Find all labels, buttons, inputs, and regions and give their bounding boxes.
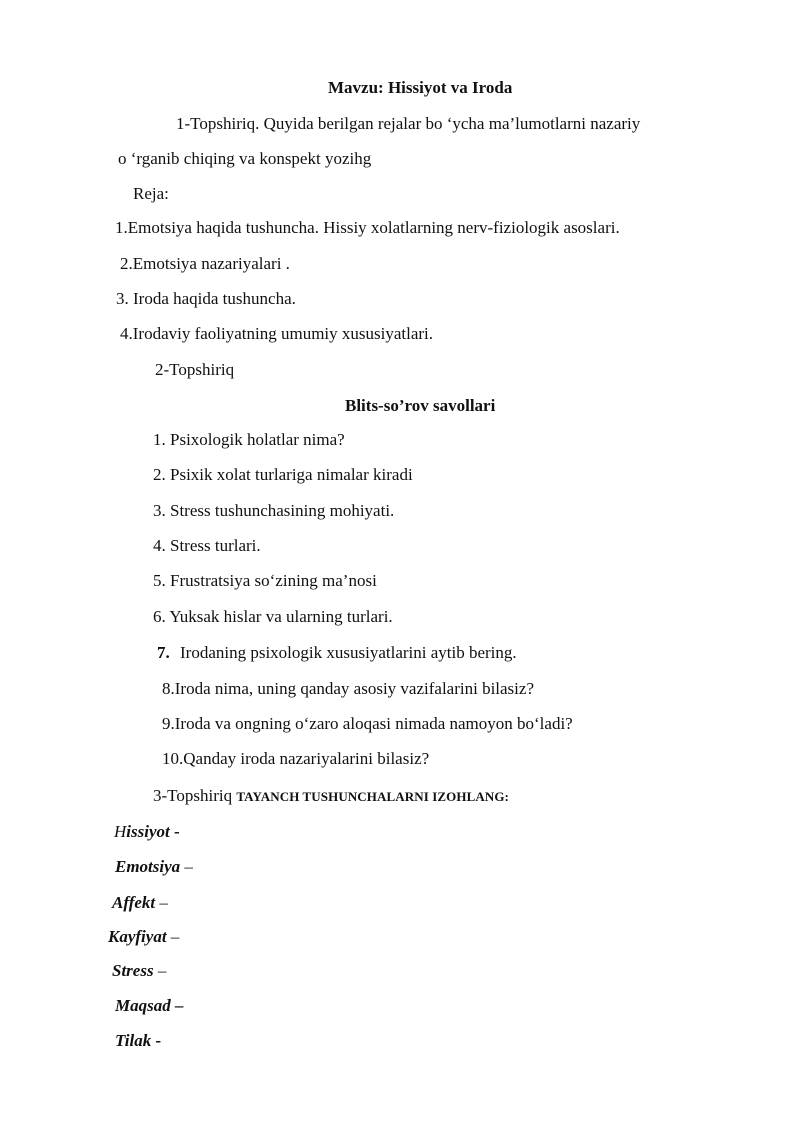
document-title: Mavzu: Hissiyot va Iroda <box>328 78 513 97</box>
task2-label: 2-Topshiriq <box>155 360 235 379</box>
term-name: issiyot <box>126 822 170 841</box>
term-item <box>112 961 166 981</box>
term-dash: – <box>180 857 193 876</box>
task3-label: 3-Topshiriq <box>153 786 233 805</box>
term-item <box>112 893 168 913</box>
task1-line2: o ‘rganib chiqing va konspekt yozihg <box>118 149 372 168</box>
question-item: 1. Psixologik holatlar nima? <box>153 430 345 449</box>
task1-line1: 1-Topshiriq. Quyida berilgan rejalar bo ‘ycha ma’lumotlarni nazariy <box>176 114 641 133</box>
question-number: 7. <box>157 643 170 662</box>
question-item: 8.Iroda nima, uning qanday asosiy vazifalarini bilasiz? <box>162 679 534 698</box>
term-dash: – <box>166 927 180 946</box>
question-text: Irodaning psixologik xususiyatlarini aytib bering. <box>180 643 517 662</box>
plan-item: 4.Irodaviy faoliyatning umumiy xususiyatlari. <box>120 324 434 343</box>
term-item <box>108 927 179 947</box>
task3-instruction: TAYANCH TUSHUNCHALARNI IZOHLANG: <box>236 789 509 804</box>
term-item <box>115 857 193 877</box>
question-item: 5. Frustratsiya so‘zining ma’nosi <box>153 571 377 590</box>
term-item <box>115 996 183 1016</box>
question-item: 4. Stress turlari. <box>153 536 261 555</box>
question-item: 9.Iroda va ongning o‘zaro aloqasi nimada namoyon bo‘ladi? <box>162 714 573 733</box>
term-name: Tilak - <box>115 1031 162 1050</box>
term-initial: H <box>114 822 127 841</box>
plan-item: 2.Emotsiya nazariyalari . <box>120 254 290 273</box>
term-name: Maqsad – <box>115 996 184 1015</box>
plan-label: Reja: <box>133 184 169 203</box>
term-item <box>115 1031 161 1051</box>
question-item: 6. Yuksak hislar va ularning turlari. <box>153 607 393 626</box>
term-dash: – <box>153 961 167 980</box>
question-item: 2. Psixik xolat turlariga nimalar kiradi <box>153 465 413 484</box>
term-name: Kayfiyat <box>108 927 167 946</box>
plan-item: 1.Emotsiya haqida tushuncha. Hissiy xolatlarning nerv-fiziologik asoslari. <box>115 218 620 237</box>
question-item: 10.Qanday iroda nazariyalarini bilasiz? <box>162 749 430 768</box>
plan-item: 3. Iroda haqida tushuncha. <box>116 289 296 308</box>
term-dash: - <box>169 822 180 841</box>
term-name: Stress <box>112 961 154 980</box>
question-item <box>157 643 517 663</box>
task3-line <box>153 786 509 807</box>
blits-heading: Blits-so’rov savollari <box>345 396 496 415</box>
term-item <box>114 822 180 842</box>
question-item: 3. Stress tushunchasining mohiyati. <box>153 501 395 520</box>
term-name: Affekt <box>112 893 156 912</box>
term-dash: – <box>155 893 168 912</box>
term-name: Emotsiya <box>115 857 181 876</box>
